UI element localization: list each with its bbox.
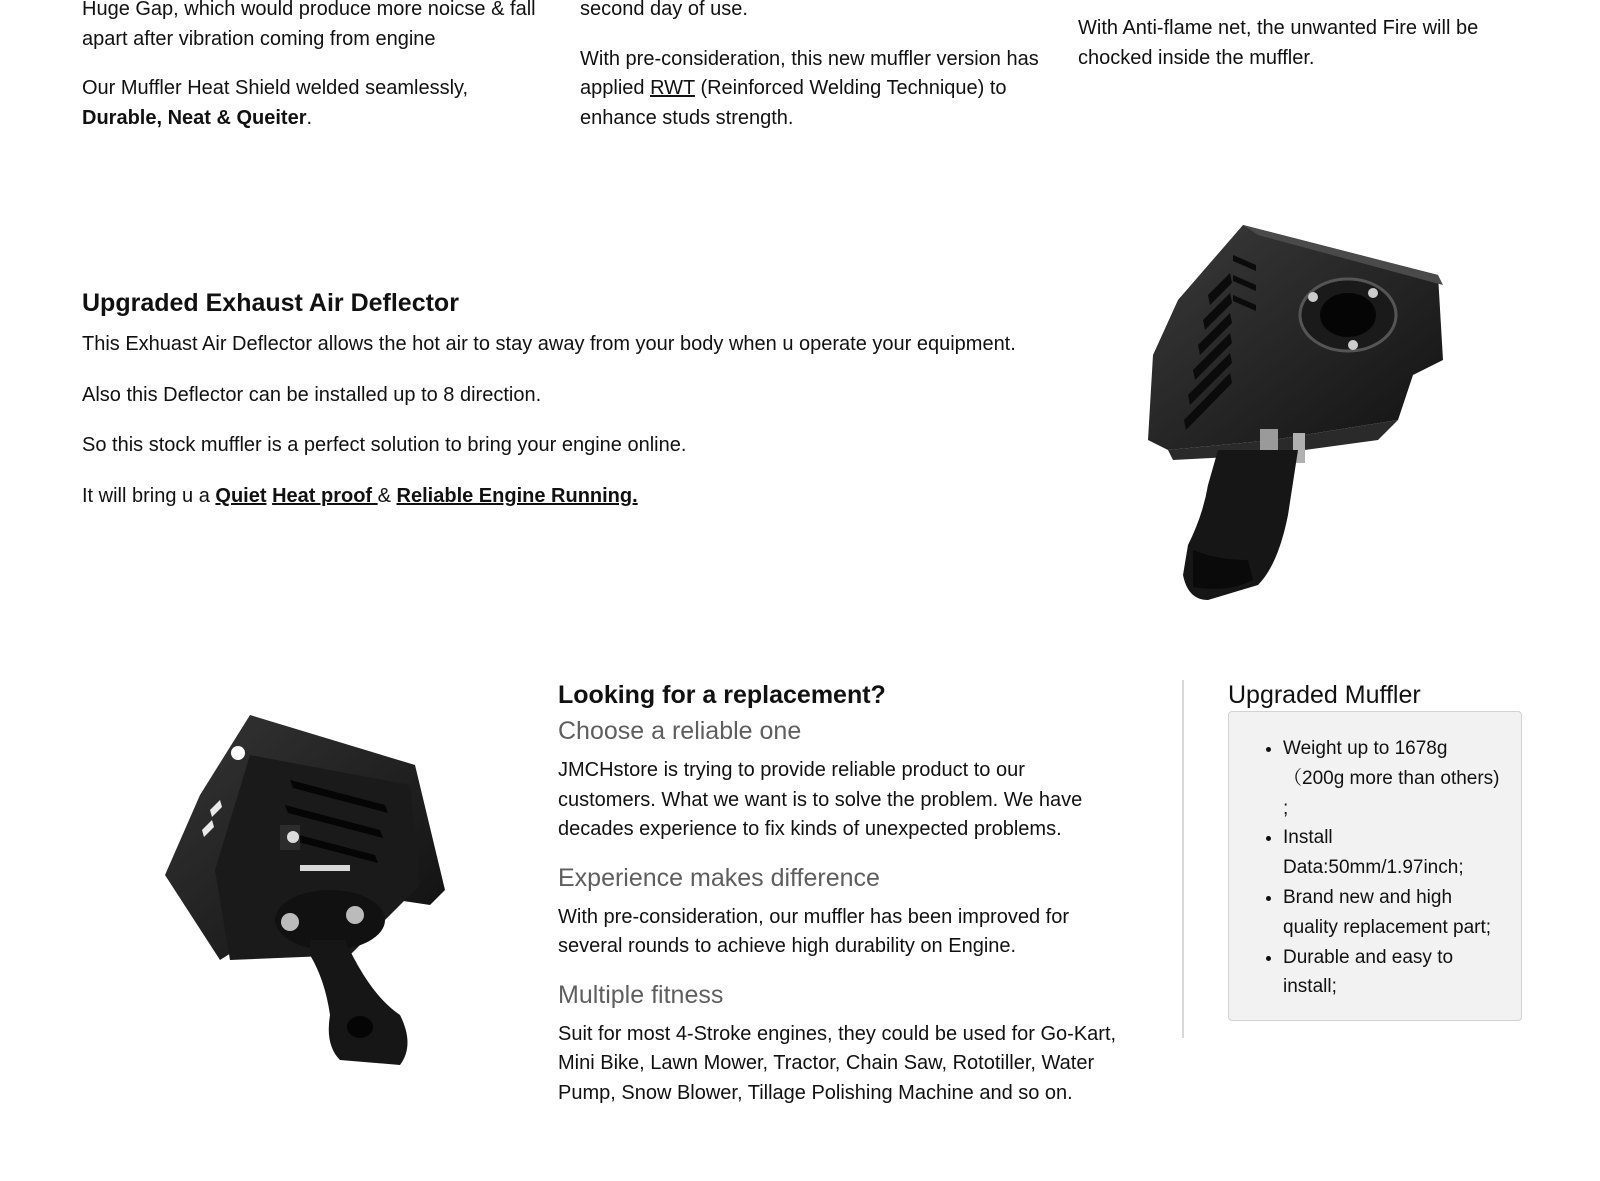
replacement-subtitle-3: Multiple fitness bbox=[558, 980, 724, 1009]
deflector-line-2: Also this Deflector can be installed up to 8 direction. bbox=[82, 383, 542, 406]
quiet-link[interactable]: Quiet bbox=[215, 484, 267, 507]
col1-p2-text: Our Muffler Heat Shield welded seamlessly, bbox=[82, 77, 469, 99]
list-item: • Durable and easy to install; bbox=[1283, 943, 1505, 1003]
col3-paragraph-1: With Anti-flame net, the unwanted Fire will be chocked inside the muffler. bbox=[1078, 17, 1479, 69]
upgraded-muffler-box bbox=[1228, 711, 1522, 1021]
top-column-1 bbox=[82, 0, 552, 133]
col2-p2-a: With pre-consideration, this new muffler version has applied bbox=[580, 47, 1039, 99]
list-item: • Weight up to 1678g （200g more than others) ; bbox=[1283, 734, 1505, 823]
vertical-divider bbox=[1182, 680, 1184, 1038]
upgraded-muffler-list bbox=[1229, 712, 1521, 1002]
replacement-subtitle-2: Experience makes difference bbox=[558, 863, 880, 892]
list-item: • Install Data:50mm/1.97inch; bbox=[1283, 823, 1505, 883]
upgraded-muffler-title: Upgraded Muffler bbox=[1228, 681, 1421, 709]
col1-paragraph-1: Huge Gap, which would produce more noicse & fall apart after vibration coming from engine bbox=[82, 0, 536, 50]
reliable-engine-link[interactable]: Reliable Engine Running. bbox=[396, 484, 638, 507]
replacement-text-3: Suit for most 4-Stroke engines, they could be used for Go-Kart, Mini Bike, Lawn Mower, Tractor, Chain Saw, Rototiller, Water Pump, Snow Blower, Tillage Polishing Machine and so on. bbox=[558, 1022, 1117, 1104]
top-column-3 bbox=[1078, 14, 1538, 73]
ampersand: & bbox=[377, 484, 391, 507]
deflector-title: Upgraded Exhaust Air Deflector bbox=[82, 289, 459, 317]
col1-p2-end: . bbox=[306, 106, 313, 129]
col1-paragraph-2 bbox=[82, 74, 552, 133]
deflector-line4-prefix: It will bring u a bbox=[82, 484, 216, 507]
replacement-subtitle-1: Choose a reliable one bbox=[558, 717, 802, 745]
muffler-bottom-product-image bbox=[160, 715, 460, 1085]
col1-p2-bold: Durable, Neat & Queiter bbox=[82, 106, 307, 129]
replacement-text-2: With pre-consideration, our muffler has been improved for several rounds to achieve high durability on Engine. bbox=[558, 905, 1069, 957]
top-column-2 bbox=[580, 0, 1040, 133]
replacement-title: Looking for a replacement? bbox=[558, 681, 886, 709]
list-item: • Brand new and high quality replacement part; bbox=[1283, 883, 1505, 943]
deflector-section bbox=[82, 288, 1122, 532]
heat-proof-link[interactable]: Heat proof bbox=[272, 484, 378, 507]
deflector-line-3: So this stock muffler is a perfect solution to bring your engine online. bbox=[82, 434, 687, 456]
col2-paragraph-2 bbox=[580, 45, 1040, 134]
muffler-product-image bbox=[1148, 215, 1488, 620]
deflector-line-1: This Exhuast Air Deflector allows the hot air to stay away from your body when u operate your equipment. bbox=[82, 333, 1016, 355]
deflector-line-4 bbox=[82, 482, 1122, 512]
col2-paragraph-1: second day of use. bbox=[580, 0, 748, 20]
col2-p2-b: (Reinforced Welding Technique) to enhance studs strength. bbox=[580, 77, 1007, 129]
replacement-text-1: JMCHstore is trying to provide reliable product to our customers. What we want is to solve the problem. We have decades experience to fix kinds of unexpected problems. bbox=[558, 759, 1083, 840]
rwt-link[interactable]: RWT bbox=[650, 77, 695, 99]
replacement-section bbox=[558, 680, 1128, 1126]
